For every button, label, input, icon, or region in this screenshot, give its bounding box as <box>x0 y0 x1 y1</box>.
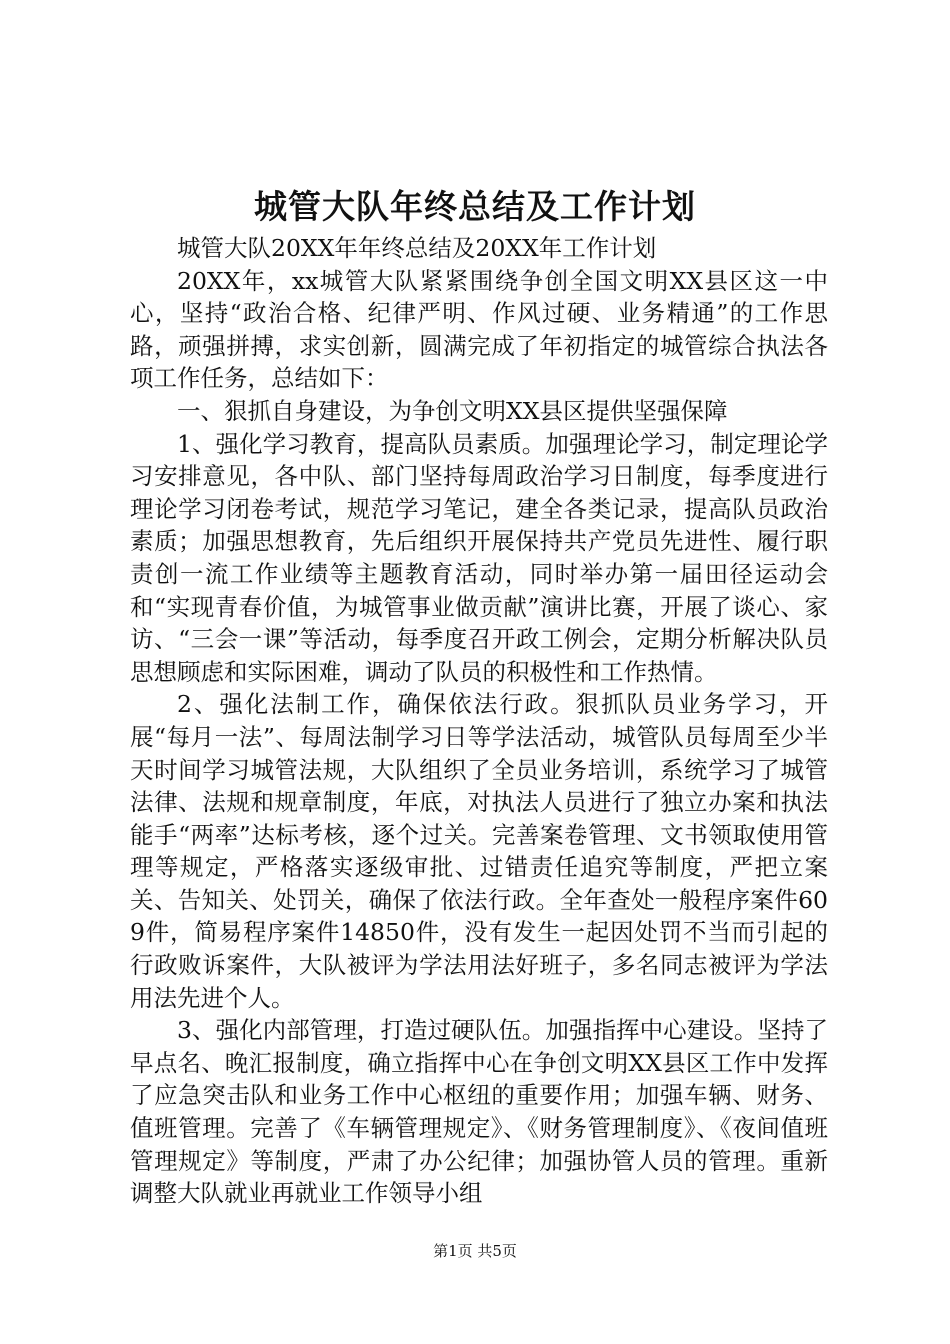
item-3-paragraph: 3、强化内部管理，打造过硬队伍。加强指挥中心建设。坚持了早点名、晚汇报制度，确立指挥中心在争创文明XX县区工作中发挥了应急突击队和业务工作中心枢纽的重要作用；加强车辆、财务、值班管理。完善了《车辆管理规定》、《财务管理制度》、《夜间值班管理规定》等制度，严肃了办公纪律；加强协管人员的管理。重新调整大队就业再就业工作领导小组 <box>130 1016 828 1208</box>
document-title: 城管大队年终总结及工作计划 <box>254 187 696 226</box>
subtitle-paragraph: 城管大队20XX年年终总结及20XX年工作计划 <box>177 234 657 262</box>
section-heading: 一、狠抓自身建设，为争创文明XX县区提供坚强保障 <box>177 396 728 425</box>
page-footer: 第1页 共5页 <box>433 1242 517 1260</box>
intro-paragraph: 20XX年，xx城管大队紧紧围绕争创全国文明XX县区这一中心，坚持“政治合格、纪律严明、作风过硬、业务精通”的工作思路，顽强拼搏，求实创新，圆满完成了年初指定的城管综合执法各项工作任务，总结如下： <box>130 266 828 393</box>
item-2-paragraph: 2、强化法制工作，确保依法行政。狠抓队员业务学习，开展“每月一法”、每周法制学习日等学法活动，城管队员每周至少半天时间学习城管法规，大队组织了全员业务培训，系统学习了城管法律、法规和规章制度，年底，对执法人员进行了独立办案和执法能手“两率”达标考核，逐个过关。完善案卷管理、文书领取使用管理等规定，严格落实逐级审批、过错责任追究等制度，严把立案关、告知关、处罚关，确保了依法行政。全年查处一般程序案件609件，简易程序案件14850件，没有发生一起因处罚不当而引起的行政败诉案件，大队被评为学法用法好班子，多名同志被评为学法用法先进个人。 <box>130 690 828 1012</box>
document-body <box>130 232 828 1210</box>
item-1-paragraph: 1、强化学习教育，提高队员素质。加强理论学习，制定理论学习安排意见，各中队、部门坚持每周政治学习日制度，每季度进行理论学习闭卷考试，规范学习笔记，建全各类记录，提高队员政治素质；加强思想教育，先后组织开展保持共产党员先进性、履行职责创一流工作业绩等主题教育活动，同时举办第一届田径运动会和“实现青春价值，为城管事业做贡献”演讲比赛，开展了谈心、家访、“三会一课”等活动，每季度召开政工例会，定期分析解决队员思想顾虑和实际困难，调动了队员的积极性和工作热情。 <box>130 429 828 686</box>
